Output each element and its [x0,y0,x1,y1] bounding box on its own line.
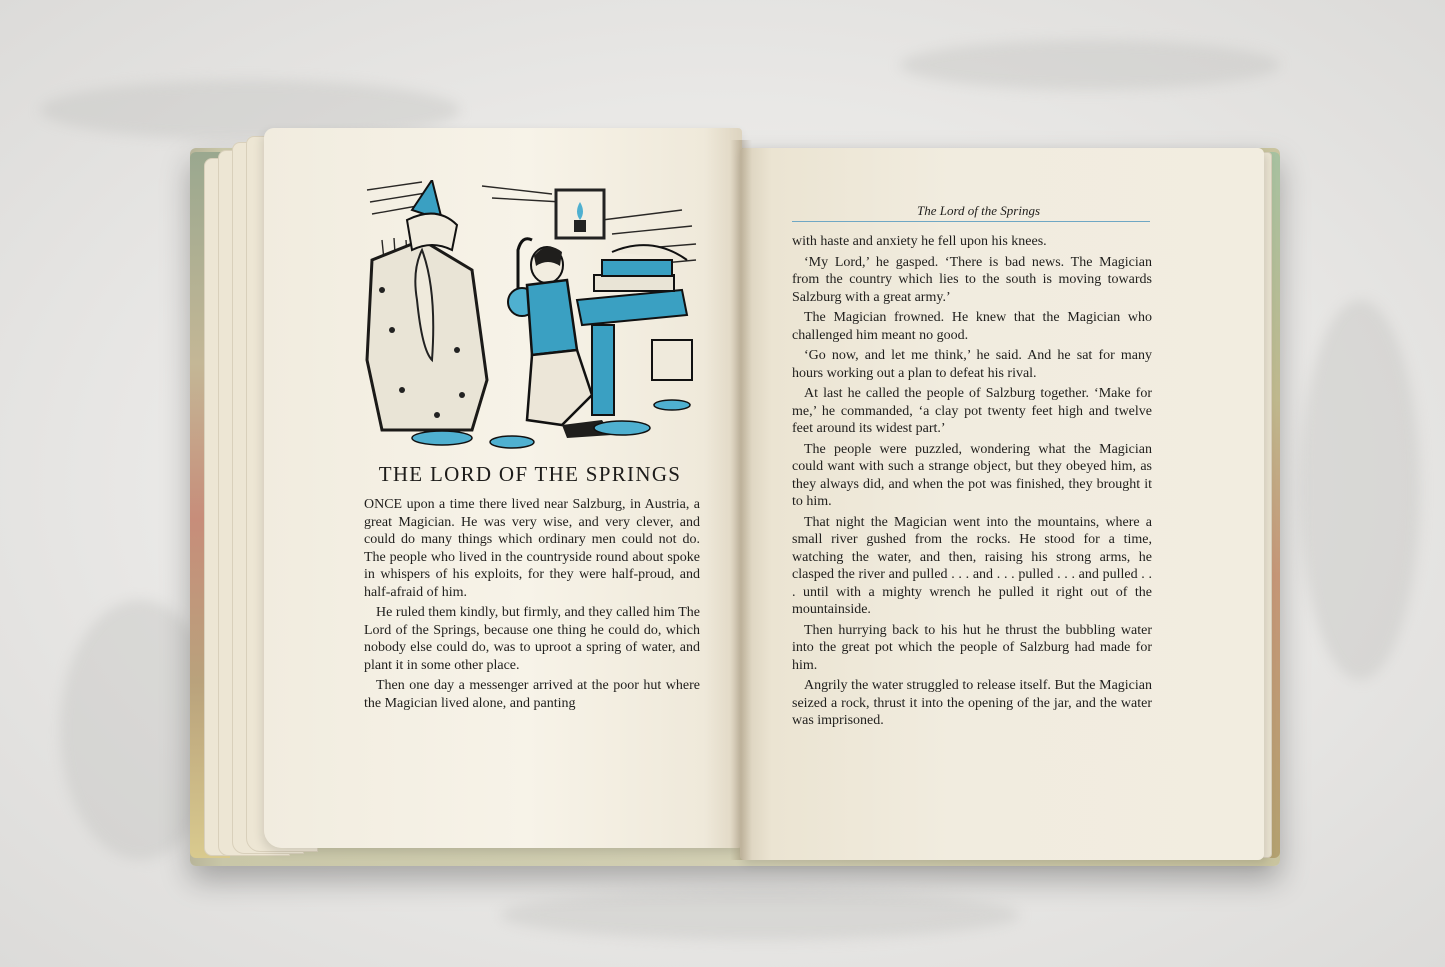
paragraph: Then hurrying back to his hut he thrust the bubbling water into the great pot which the people of Salzburg had made for him. [792,622,1152,673]
paragraph: Then one day a messenger arrived at the poor hut where the Magician lived alone, and panting [364,678,700,711]
cloth-fold [900,40,1280,90]
left-page-body [364,496,700,715]
book-spine-shadow [730,140,752,860]
paragraph: with haste and anxiety he fell upon his knees. [792,234,1047,249]
wizard-and-kneeling-messenger-illustration [362,180,700,452]
cloth-fold [1300,300,1420,680]
paragraph: That night the Magician went into the mountains, where a small river gushed from the rocks. He stood for a time, watching the water, and then, raising his strong arms, he clasped the river and pulled . . . and . . . pulled . . . and pulled . . . until with a mighty wrench he pulled it right out of the mountainside. [792,514,1152,617]
paragraph: ‘Go now, and let me think,’ he said. And he sat for many hours working out a plan to defeat his rival. [792,348,1152,381]
paragraph: Angrily the water struggled to release itself. But the Magician seized a rock, thrust it into the opening of the jar, and the water was imprisoned. [792,678,1152,728]
paragraph: ONCE upon a time there lived near Salzburg, in Austria, a great Magician. He was very wise, and very clever, and could do many things which ordinary men could not do. The people who lived in the countryside round about spoke in whispers of his exploits, for they were half-proud, and half-afraid of him. [364,497,700,600]
paragraph: ‘My Lord,’ he gasped. ‘There is bad news. The Magician from the country which lies to the south is moving towards Salzburg with a great army.’ [792,254,1152,305]
running-head-rule [792,221,1150,222]
paragraph: The people were puzzled, wondering what the Magician could want with such a strange object, but they obeyed him, as they always did, and when the pot was finished, they brought it to him. [792,441,1152,509]
chapter-title: THE LORD OF THE SPRINGS [378,462,682,486]
paragraph: At last he called the people of Salzburg together. ‘Make for me,’ he commanded, ‘a clay pot twenty feet high and twelve feet around its widest part.’ [792,386,1152,436]
cloth-fold [500,890,1020,940]
paragraph: He ruled them kindly, but firmly, and they called him The Lord of the Springs, because one thing he could do, which nobody else could do, was to uproot a spring of water, and plant it in some other place. [364,605,700,673]
paragraph: The Magician frowned. He knew that the Magician who challenged him meant no good. [792,310,1152,343]
right-page-body [792,233,1152,733]
running-head: The Lord of the Springs [916,203,1040,218]
